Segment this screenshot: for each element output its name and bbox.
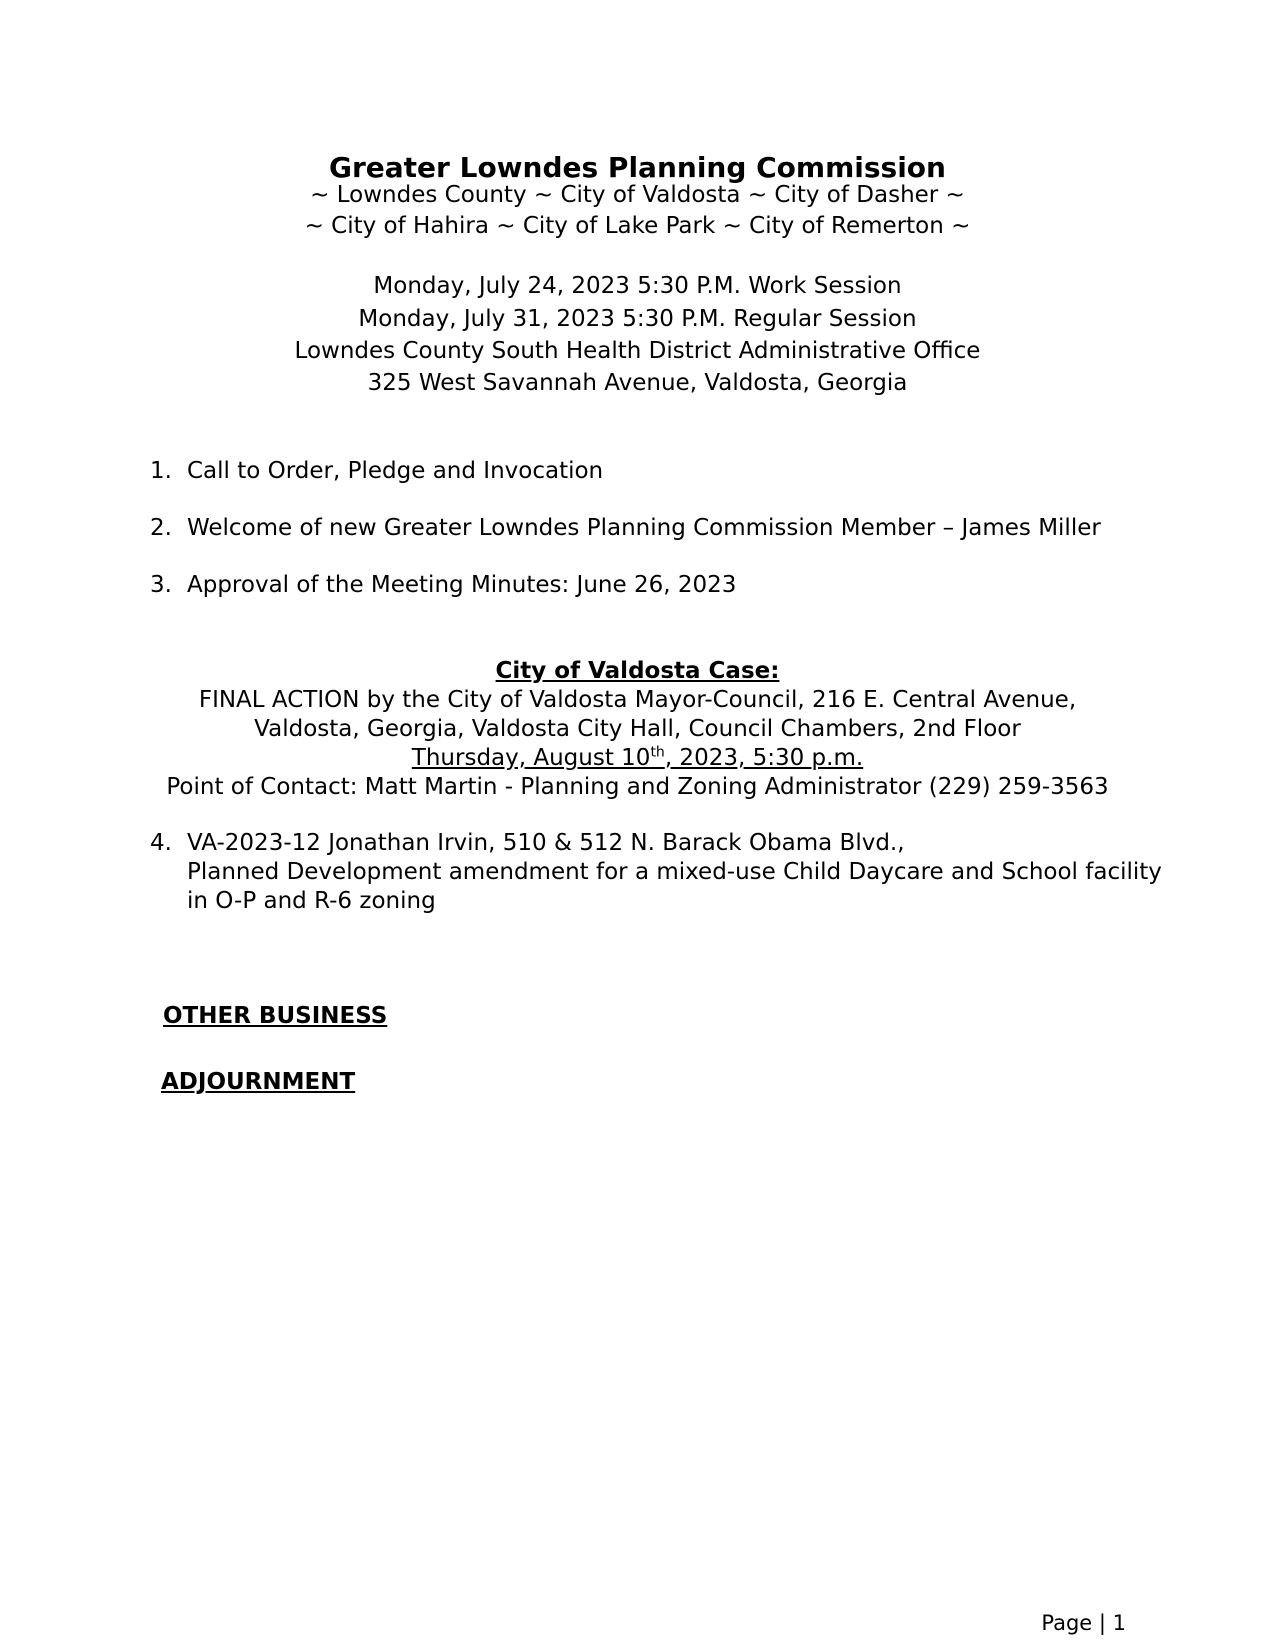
agenda-item-number: 3. bbox=[150, 572, 172, 598]
date-rest: , 2023, 5:30 p.m. bbox=[664, 745, 864, 771]
agenda-item-4-line-3: in O-P and R-6 zoning bbox=[187, 888, 436, 914]
point-of-contact: Point of Contact: Matt Martin - Planning and Zoning Administrator (229) 259-3563 bbox=[166, 774, 1109, 800]
final-action-date bbox=[0, 743, 1275, 773]
agenda-item-text: Approval of the Meeting Minutes: June 26, 2023 bbox=[187, 572, 737, 598]
agenda-item-text: Call to Order, Pledge and Invocation bbox=[187, 458, 604, 484]
valdosta-case-heading: City of Valdosta Case: bbox=[495, 658, 780, 684]
final-action-line-1: FINAL ACTION by the City of Valdosta Mayor-Council, 216 E. Central Avenue, bbox=[198, 687, 1077, 713]
agenda-item-4-line-2: Planned Development amendment for a mixed-use Child Daycare and School facility bbox=[187, 859, 1162, 885]
date-ordinal-suffix: th bbox=[650, 744, 665, 761]
agenda-item-number: 1. bbox=[150, 458, 172, 484]
other-business-heading: OTHER BUSINESS bbox=[163, 1003, 388, 1029]
agenda-item-3 bbox=[150, 570, 736, 600]
agenda-item-number: 4. bbox=[150, 830, 172, 856]
page-number: Page | 1 bbox=[1041, 1611, 1126, 1635]
agenda-item-4 bbox=[150, 828, 905, 858]
jurisdictions-line-2: ~ City of Hahira ~ City of Lake Park ~ City of Remerton ~ bbox=[304, 213, 971, 239]
meeting-address: 325 West Savannah Avenue, Valdosta, Georgia bbox=[367, 370, 908, 396]
final-action-line-2: Valdosta, Georgia, Valdosta City Hall, Council Chambers, 2nd Floor bbox=[254, 716, 1021, 742]
document-title: Greater Lowndes Planning Commission bbox=[329, 151, 946, 184]
work-session-date: Monday, July 24, 2023 5:30 P.M. Work Session bbox=[373, 273, 902, 299]
agenda-item-text: VA-2023-12 Jonathan Irvin, 510 & 512 N. Barack Obama Blvd., bbox=[187, 830, 905, 856]
agenda-item-1 bbox=[150, 456, 603, 486]
jurisdictions-line-1: ~ Lowndes County ~ City of Valdosta ~ City of Dasher ~ bbox=[310, 182, 965, 208]
date-prefix: Thursday, August 10 bbox=[411, 745, 651, 771]
regular-session-date: Monday, July 31, 2023 5:30 P.M. Regular Session bbox=[358, 306, 917, 332]
agenda-item-2 bbox=[150, 513, 1101, 543]
adjournment-heading: ADJOURNMENT bbox=[161, 1069, 356, 1095]
meeting-venue: Lowndes County South Health District Administrative Office bbox=[294, 338, 981, 364]
agenda-item-text: Welcome of new Greater Lowndes Planning Commission Member – James Miller bbox=[187, 515, 1101, 541]
final-action-date-text bbox=[412, 745, 863, 771]
agenda-item-number: 2. bbox=[150, 515, 172, 541]
